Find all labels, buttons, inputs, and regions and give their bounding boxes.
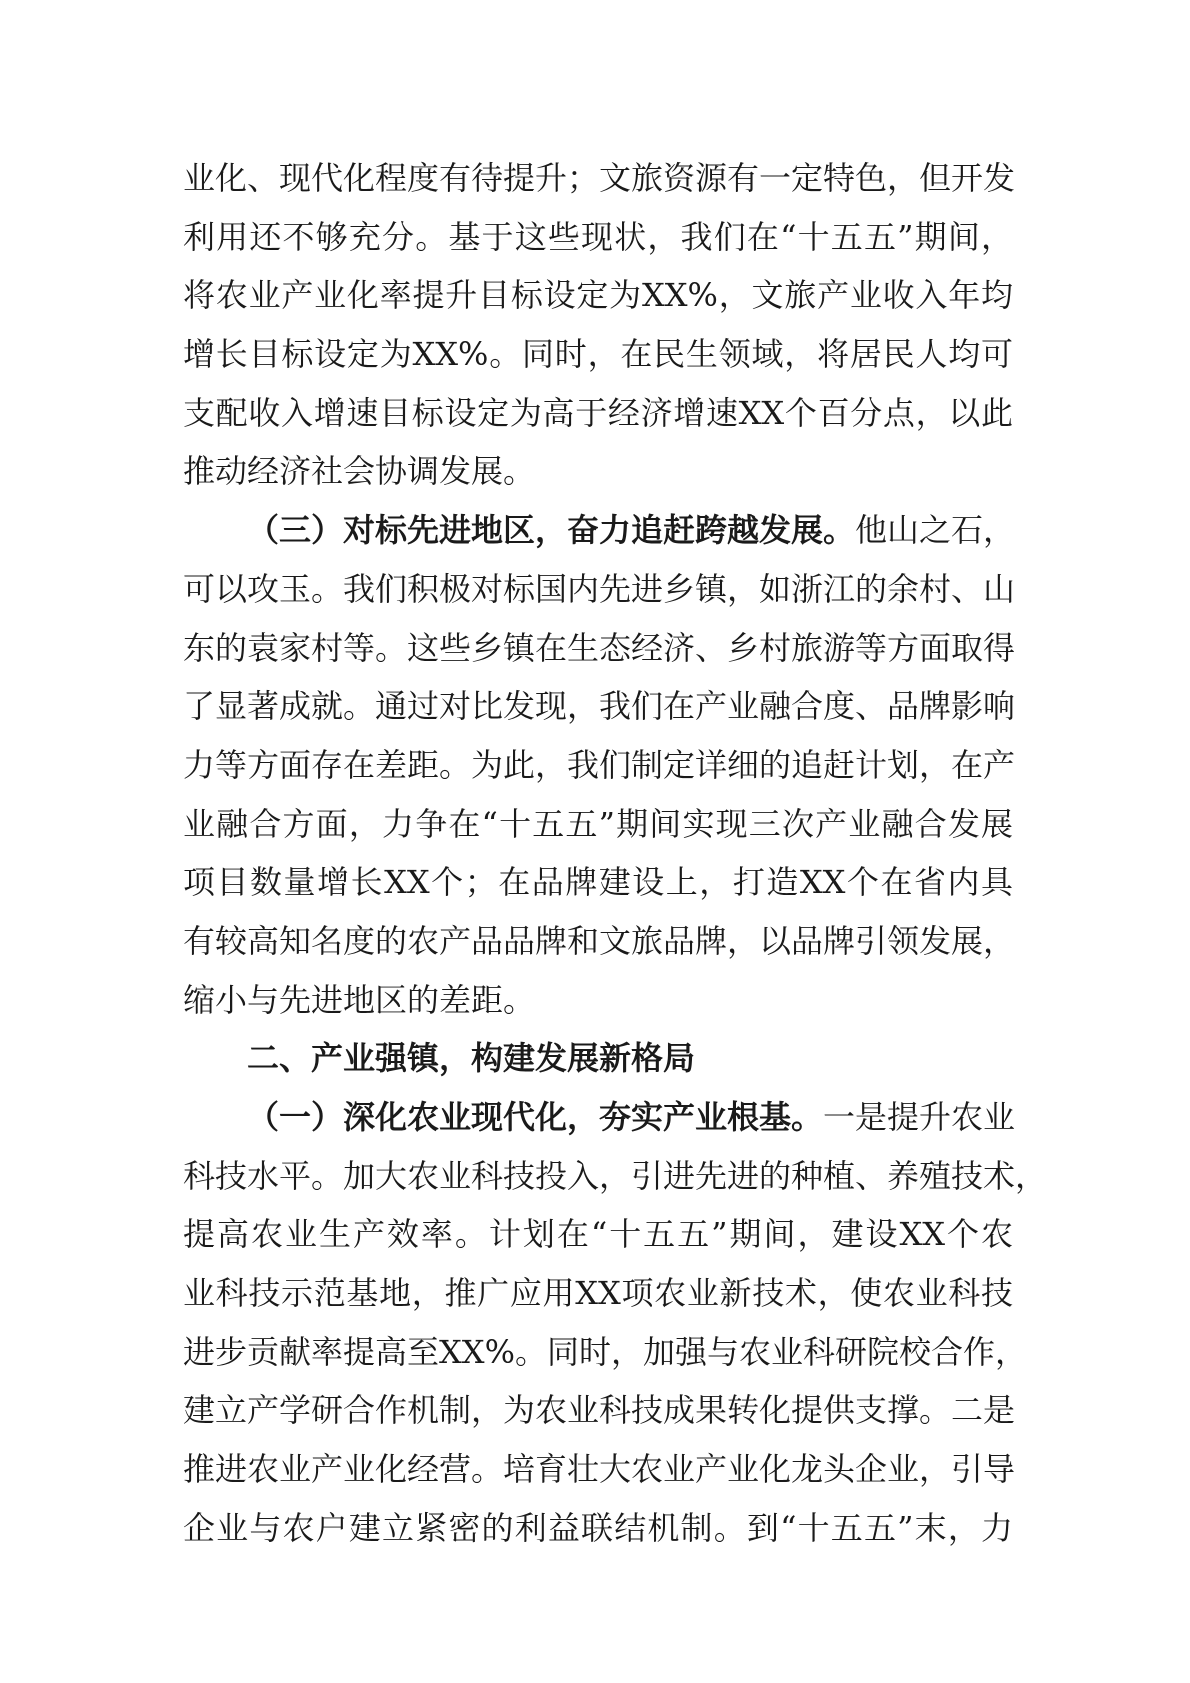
- text-run: 他山之石，: [855, 511, 1016, 550]
- text-line: 项目数量增长XX个；在品牌建设上，打造XX个在省内具: [183, 863, 1013, 902]
- text-line: 力等方面存在差距。为此，我们制定详细的追赶计划，在产: [183, 745, 1016, 784]
- text-line: 利用还不够充分。基于这些现状，我们在“十五五”期间，: [183, 217, 1013, 256]
- document-body: [183, 149, 1048, 1558]
- text-line: 推进农业产业化经营。培育壮大农业产业化龙头企业，引导: [183, 1450, 1016, 1489]
- text-line: [183, 1088, 1016, 1147]
- text-line: 有较高知名度的农产品品牌和文旅品牌，以品牌引领发展，: [183, 921, 1016, 960]
- text-line: 业化、现代化程度有待提升；文旅资源有一定特色，但开发: [183, 159, 1016, 197]
- text-line: 缩小与先进地区的差距。: [183, 980, 536, 1019]
- text-line: 推动经济社会协调发展。: [183, 452, 536, 491]
- paragraph-subsection-3: [183, 501, 1016, 1029]
- text-line: 提高农业生产效率。计划在“十五五”期间，建设XX个农: [183, 1215, 1013, 1254]
- text-line: 业科技示范基地，推广应用XX项农业新技术，使农业科技: [183, 1274, 1013, 1313]
- text-line: 企业与农户建立紧密的利益联结机制。到“十五五”末，力: [183, 1508, 1013, 1547]
- text-line: 东的袁家村等。这些乡镇在生态经济、乡村旅游等方面取得: [183, 628, 1016, 667]
- text-line: [183, 501, 1016, 560]
- text-line: 进步贡献率提高至XX%。同时，加强与农业科研院校合作，: [183, 1332, 1027, 1371]
- text-line: 增长目标设定为XX%。同时，在民生领域，将居民人均可: [183, 335, 1013, 374]
- text-line: 将农业产业化率提升目标设定为XX%，文旅产业收入年均: [183, 276, 1013, 315]
- text-run: 一是提升农业: [823, 1098, 1016, 1136]
- section-heading: 二、产业强镇，构建发展新格局: [247, 1039, 696, 1078]
- subsection-heading: （三）对标先进地区，奋力追赶跨越发展。: [247, 511, 856, 550]
- text-line: 科技水平。加大农业科技投入，引进先进的种植、养殖技术，: [183, 1156, 1048, 1195]
- subsection-heading: （一）深化农业现代化，夯实产业根基。: [247, 1098, 824, 1136]
- text-line: 建立产学研合作机制，为农业科技成果转化提供支撑。二是: [183, 1391, 1016, 1430]
- text-line: 支配收入增速目标设定为高于经济增速XX个百分点，以此: [183, 393, 1013, 432]
- paragraph-continuation: [183, 149, 1016, 501]
- paragraph-subsection-1: [183, 1088, 1048, 1558]
- text-line: 了显著成就。通过对比发现，我们在产业融合度、品牌影响: [183, 687, 1016, 726]
- text-line: 业融合方面，力争在“十五五”期间实现三次产业融合发展: [183, 804, 1013, 843]
- text-line: 可以攻玉。我们积极对标国内先进乡镇，如浙江的余村、山: [183, 569, 1016, 608]
